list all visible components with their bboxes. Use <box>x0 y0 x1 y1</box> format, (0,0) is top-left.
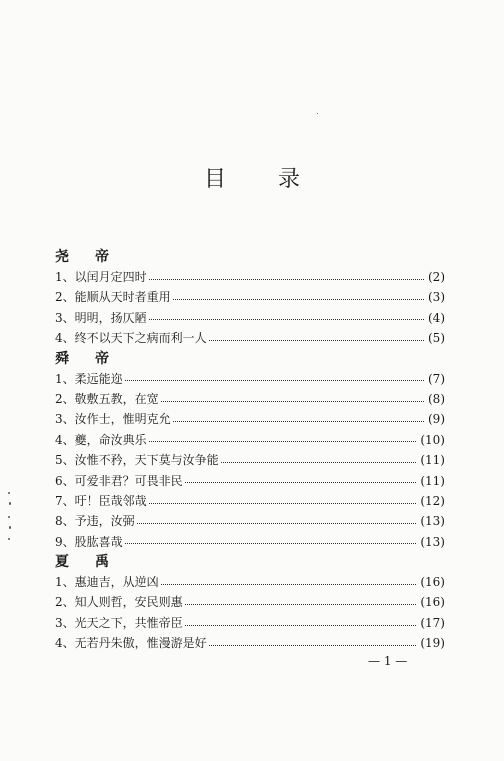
entry-number: 3、 <box>55 310 75 325</box>
section-heading <box>55 248 445 267</box>
entry-title: 惠迪吉，从逆凶 <box>74 575 159 590</box>
entry-title: 夔，命汝典乐 <box>74 432 147 447</box>
entry-page: (8) <box>428 391 445 406</box>
toc-entry[interactable] <box>55 430 445 450</box>
dot-leader <box>185 625 417 626</box>
entry-number: 5、 <box>55 453 75 468</box>
section-heading-char: 帝 <box>95 249 109 265</box>
entry-page: (2) <box>428 270 445 284</box>
dot-leader <box>137 523 417 524</box>
dot-leader <box>149 319 424 320</box>
entry-title: 光天之下，共惟帝臣 <box>74 615 183 630</box>
toc-entry[interactable] <box>55 409 445 429</box>
section-heading-char: 尧 <box>55 249 69 265</box>
toc-entry[interactable] <box>55 633 445 653</box>
dot-leader <box>185 604 417 605</box>
entry-page: (16) <box>420 575 445 590</box>
entry-number: 4、 <box>55 432 75 447</box>
entry-title: 股肱喜哉 <box>74 534 123 549</box>
dot-leader <box>221 462 417 463</box>
toc-entry[interactable] <box>55 592 445 612</box>
entry-title: 敬敷五教，在宽 <box>74 391 159 406</box>
entry-number: 1、 <box>55 575 75 590</box>
entry-title: 明明，扬仄陋 <box>74 310 147 325</box>
entry-number: 4、 <box>55 636 75 651</box>
toc-entry[interactable] <box>55 532 445 552</box>
dot-leader <box>161 401 424 402</box>
entry-number: 4、 <box>55 331 75 346</box>
entry-page: (4) <box>428 310 445 325</box>
dot-leader <box>185 482 417 483</box>
dot-leader <box>209 340 424 341</box>
section-heading <box>55 553 445 572</box>
dot-leader <box>125 380 424 381</box>
toc-entry[interactable] <box>55 450 445 470</box>
toc-entry[interactable] <box>55 328 445 348</box>
entry-title: 能顺从天时者重用 <box>74 290 171 305</box>
toc-entry[interactable] <box>55 572 445 592</box>
entry-number: 2、 <box>55 391 75 406</box>
toc-entry[interactable] <box>55 267 445 287</box>
entry-page: (7) <box>428 371 445 386</box>
section-heading-char: 夏 <box>55 554 69 571</box>
scan-speck <box>8 538 10 540</box>
entry-number: 2、 <box>55 595 75 610</box>
table-of-contents <box>55 247 445 654</box>
entry-title: 柔远能迩 <box>74 371 123 386</box>
toc-entry[interactable] <box>55 471 445 491</box>
entry-number: 1、 <box>55 371 75 386</box>
dot-leader <box>161 584 417 585</box>
section-heading-char: 禹 <box>95 554 109 571</box>
toc-entry[interactable] <box>55 369 445 389</box>
entry-title: 汝惟不矜，天下莫与汝争能 <box>74 453 219 468</box>
entry-number: 2、 <box>55 290 75 305</box>
entry-number: 3、 <box>55 412 75 427</box>
scan-speck <box>9 526 11 529</box>
toc-entry[interactable] <box>55 491 445 511</box>
entry-title: 以闰月定四时 <box>74 270 147 284</box>
page-title <box>0 162 504 193</box>
entry-title: 吁！臣哉邻哉 <box>74 493 147 508</box>
entry-page: (16) <box>420 595 445 610</box>
entry-page: (3) <box>428 290 445 305</box>
toc-entry[interactable] <box>55 389 445 409</box>
entry-number: 3、 <box>55 615 75 630</box>
entry-page: (19) <box>420 636 445 651</box>
dot-leader <box>125 543 417 544</box>
section-heading-char: 舜 <box>55 350 69 367</box>
dot-leader <box>149 279 424 280</box>
dot-leader <box>149 441 417 442</box>
entry-number: 8、 <box>55 514 75 529</box>
entry-title: 无若丹朱傲，惟漫游是好 <box>74 636 207 651</box>
toc-entry[interactable] <box>55 511 445 531</box>
page-title-char-2: 录 <box>278 167 301 192</box>
scan-speck <box>317 113 318 114</box>
page-title-char-1: 目 <box>203 167 226 192</box>
scan-speck <box>8 492 10 494</box>
entry-page: (13) <box>420 534 445 549</box>
entry-page: (9) <box>428 412 445 427</box>
entry-title: 知人则哲，安民则惠 <box>74 595 183 610</box>
entry-page: (11) <box>420 453 445 468</box>
scan-speck <box>9 502 11 505</box>
entry-page: (13) <box>420 514 445 529</box>
scan-speck <box>8 516 10 518</box>
toc-entry[interactable] <box>55 308 445 328</box>
entry-title: 予违，汝弼 <box>74 514 135 529</box>
toc-entry[interactable] <box>55 613 445 633</box>
entry-number: 7、 <box>55 493 75 508</box>
dot-leader <box>173 421 424 422</box>
entry-title: 终不以天下之病而利一人 <box>74 331 207 346</box>
entry-number: 1、 <box>55 270 75 284</box>
entry-title: 汝作士，惟明克允 <box>74 412 171 427</box>
dot-leader <box>173 299 424 300</box>
entry-page: (12) <box>420 493 445 508</box>
dot-leader <box>149 503 417 504</box>
dot-leader <box>209 645 417 646</box>
toc-entry[interactable] <box>55 287 445 307</box>
entry-page: (11) <box>420 473 445 488</box>
entry-page: (17) <box>420 615 445 630</box>
entry-page: (10) <box>420 432 445 447</box>
entry-number: 9、 <box>55 534 75 549</box>
entry-number: 6、 <box>55 473 75 488</box>
section-heading-char: 帝 <box>95 350 109 367</box>
entry-title: 可爱非君？可畏非民 <box>74 473 183 488</box>
section-heading <box>55 350 445 369</box>
page-number: — 1 — <box>368 654 408 668</box>
entry-page: (5) <box>428 331 445 346</box>
